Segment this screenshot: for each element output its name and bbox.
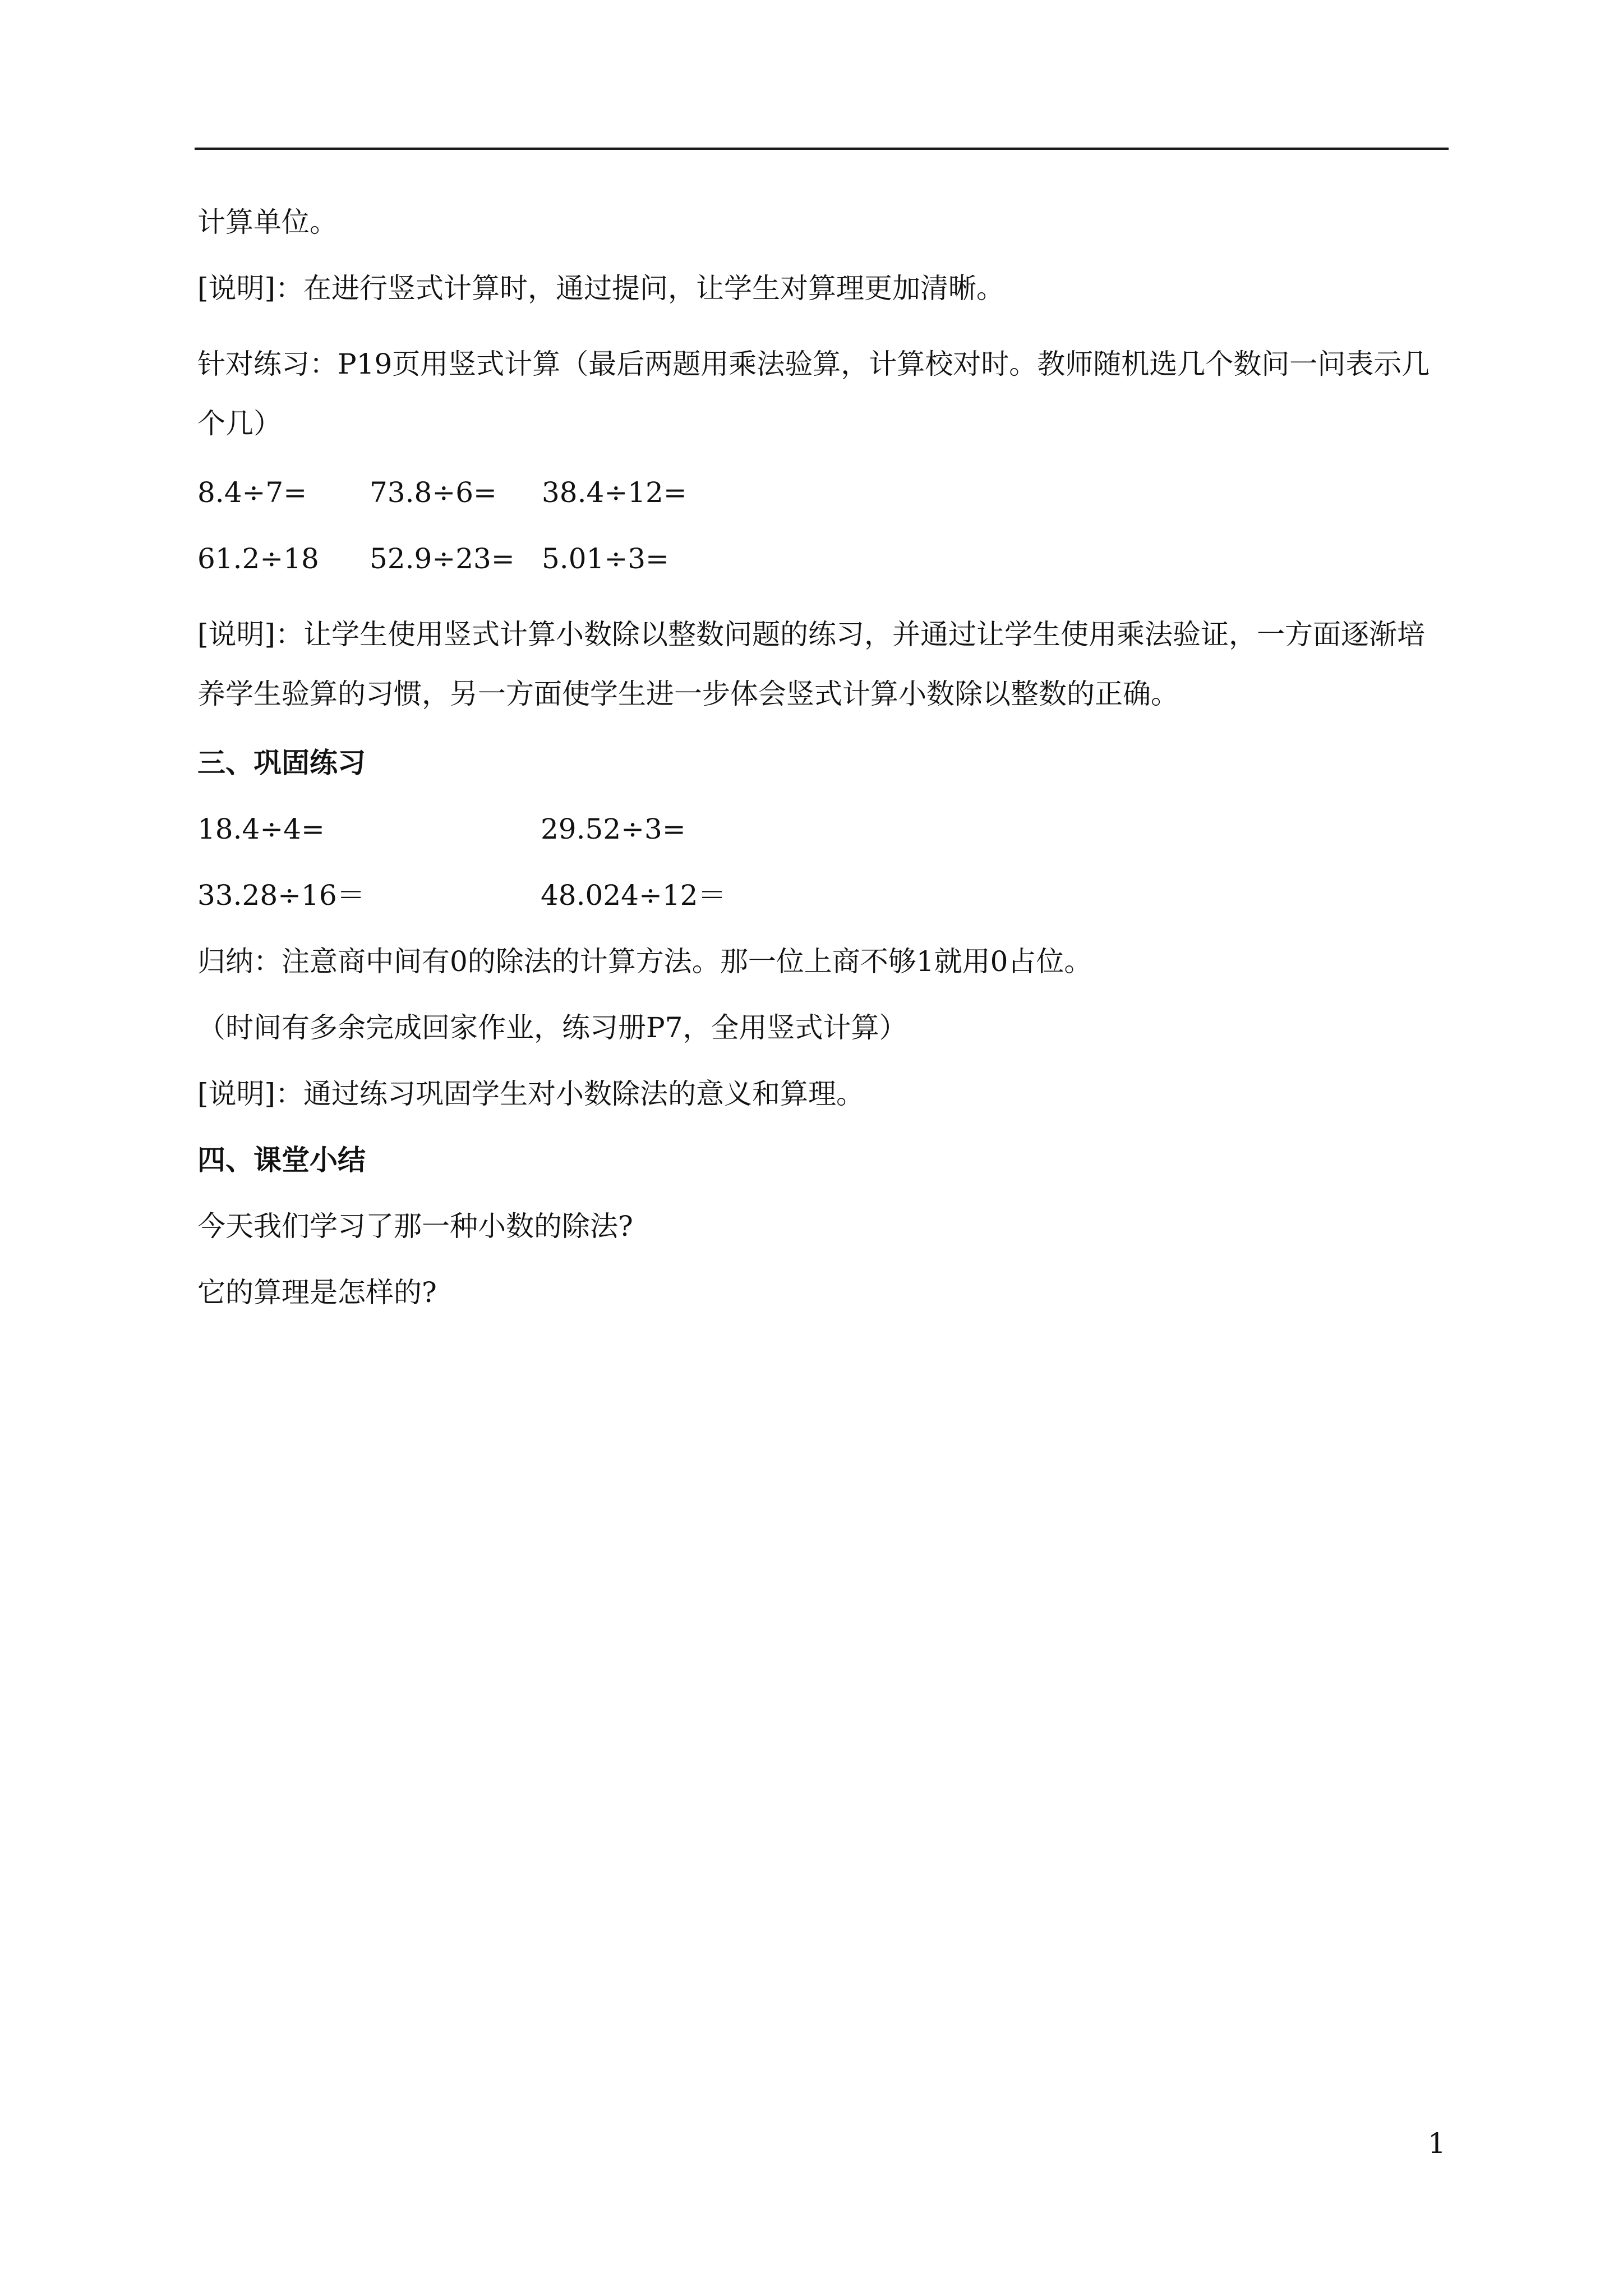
exercise-item: 73.8÷6=	[370, 476, 497, 509]
practice-row-2	[197, 539, 1448, 579]
exercise-item: 8.4÷7=	[197, 476, 307, 509]
exercise-item: 61.2÷18	[197, 542, 319, 575]
section-heading-consolidation: 三、巩固练习	[197, 746, 366, 779]
summary-question-1: 今天我们学习了那一种小数的除法?	[197, 1210, 633, 1243]
document-body	[197, 202, 1448, 1338]
consolidation-row-1	[197, 809, 1448, 849]
summary-question-2: 它的算理是怎样的?	[197, 1276, 437, 1309]
header-rule	[195, 148, 1449, 150]
section-heading-summary: 四、课堂小结	[197, 1143, 366, 1176]
exercise-item: 18.4÷4=	[197, 813, 325, 845]
homework-note: （时间有多余完成回家作业，练习册P7，全用竖式计算）	[197, 1011, 907, 1044]
paragraph-calc-unit: 计算单位。	[197, 206, 338, 238]
exercise-item: 48.024÷12＝	[541, 879, 726, 912]
page-number: 1	[1428, 2127, 1446, 2160]
note-multiplication-check: [说明]：让学生使用竖式计算小数除以整数问题的练习，并通过让学生使用乘法验证，一方面逐渐培养学生验算的习惯，另一方面使学生进一步体会竖式计算小数除以整数的正确。	[197, 618, 1426, 710]
note-vertical-calc: [说明]：在进行竖式计算时，通过提问，让学生对算理更加清晰。	[197, 272, 1005, 305]
consolidation-row-2	[197, 875, 1448, 915]
exercise-item: 52.9÷23=	[370, 542, 515, 575]
exercise-item: 38.4÷12=	[542, 476, 687, 509]
exercise-item: 5.01÷3=	[542, 542, 669, 575]
exercise-item: 33.28÷16＝	[197, 879, 365, 912]
practice-row-1	[197, 472, 1448, 513]
note-consolidation: [说明]：通过练习巩固学生对小数除法的意义和算理。	[197, 1078, 865, 1110]
practice-instructions: 针对练习：P19页用竖式计算（最后两题用乘法验算，计算校对时。教师随机选几个数问一问表示几个几）	[197, 348, 1430, 440]
summary-zero-placeholder: 归纳：注意商中间有0的除法的计算方法。那一位上商不够1就用0占位。	[197, 945, 1092, 978]
exercise-item: 29.52÷3=	[541, 813, 686, 845]
